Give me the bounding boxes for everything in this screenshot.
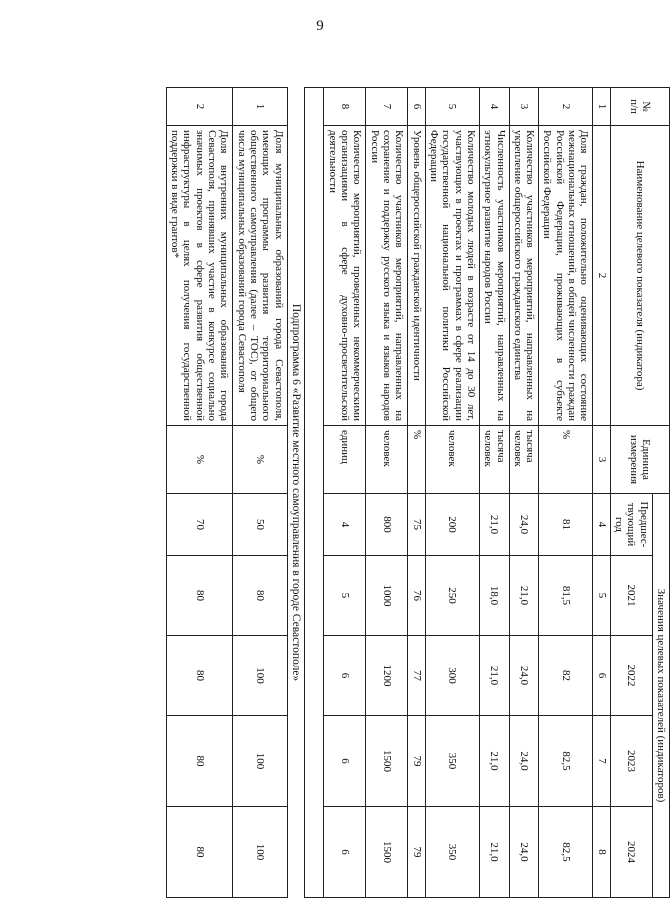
value-cell: 6: [324, 807, 366, 898]
value-cell: 21,0: [479, 716, 509, 807]
table-row: [233, 88, 287, 898]
indicator-name: Количество участников мероприятий, направленных на укрепление общероссийского гражданского единства: [509, 126, 539, 426]
value-cell: 50: [233, 494, 287, 556]
value-cell: 21,0: [479, 636, 509, 716]
colnum: 8: [593, 807, 610, 898]
header-values-group: Значения целевых показателей (индикаторов): [652, 494, 669, 898]
table-row: [509, 88, 539, 898]
value-cell: 100: [233, 716, 287, 807]
value-cell: 81,5: [539, 556, 593, 636]
value-cell: 24,0: [509, 716, 539, 807]
table-row: [324, 88, 366, 898]
row-number: 3: [509, 88, 539, 126]
value-cell: 80: [166, 556, 233, 636]
subprogram-row: [287, 88, 305, 898]
table-row: [479, 88, 509, 898]
value-cell: 6: [324, 716, 366, 807]
value-cell: 70: [166, 494, 233, 556]
colnum: 3: [593, 426, 610, 494]
unit-cell: тысяча человек: [479, 426, 509, 494]
header-year: 2024: [610, 807, 652, 898]
table-row: [539, 88, 593, 898]
value-cell: 82,5: [539, 807, 593, 898]
colnum: 2: [593, 126, 610, 426]
value-cell: 1500: [366, 807, 408, 898]
value-cell: 350: [425, 716, 479, 807]
colnum: 7: [593, 716, 610, 807]
table-row: [425, 88, 479, 898]
column-number-row: [593, 88, 610, 898]
header-year: 2021: [610, 556, 652, 636]
value-cell: 24,0: [509, 494, 539, 556]
indicators-table: [166, 87, 670, 898]
value-cell: 82: [539, 636, 593, 716]
value-cell: 80: [166, 716, 233, 807]
header-year: 2023: [610, 716, 652, 807]
unit-cell: человек: [366, 426, 408, 494]
value-cell: 800: [366, 494, 408, 556]
rotated-table-area: [130, 87, 670, 897]
table-row: [366, 88, 408, 898]
colnum: 1: [593, 88, 610, 126]
indicator-name: Количество участников мероприятий, направленных на сохранение и поддержку русского языка и языков народов России: [366, 126, 408, 426]
header-name: Наименование целевого показателя (индикатора): [610, 126, 669, 426]
value-cell: 300: [425, 636, 479, 716]
header-year: 2022: [610, 636, 652, 716]
indicator-name: Количество молодых людей в возрасте от 14 до 30 лет, участвующих в проектах и программах в сфере реализации государственной национальной политики Российской Федерации: [425, 126, 479, 426]
row-number: 8: [324, 88, 366, 126]
value-cell: 250: [425, 556, 479, 636]
value-cell: 100: [233, 636, 287, 716]
colnum: 6: [593, 636, 610, 716]
header-unit: Единица измерения: [610, 426, 669, 494]
value-cell: 24,0: [509, 636, 539, 716]
unit-cell: тысяча человек: [509, 426, 539, 494]
value-cell: 4: [324, 494, 366, 556]
value-cell: 200: [425, 494, 479, 556]
indicator-name: Доля граждан, положительно оценивающих состояние межнациональных отношений, в общей численности граждан Российской Федерации, проживающих в субъекте Российской Федерации: [539, 126, 593, 426]
indicator-name: Численность участников мероприятий, направленных на этнокультурное развитие народов России: [479, 126, 509, 426]
table-row: [166, 88, 233, 898]
value-cell: 1500: [366, 716, 408, 807]
unit-cell: %: [408, 426, 425, 494]
unit-cell: %: [233, 426, 287, 494]
value-cell: 79: [408, 716, 425, 807]
row-number: 2: [539, 88, 593, 126]
table-container: [130, 87, 670, 897]
value-cell: 18,0: [479, 556, 509, 636]
value-cell: 80: [166, 636, 233, 716]
colnum: 5: [593, 556, 610, 636]
value-cell: 76: [408, 556, 425, 636]
value-cell: 81: [539, 494, 593, 556]
row-number: 6: [408, 88, 425, 126]
header-num: № п/п: [610, 88, 669, 126]
value-cell: 79: [408, 807, 425, 898]
value-cell: 21,0: [479, 807, 509, 898]
value-cell: 100: [233, 807, 287, 898]
spacer-row: [305, 88, 324, 898]
value-cell: 1200: [366, 636, 408, 716]
value-cell: 80: [166, 807, 233, 898]
row-number: 2: [166, 88, 233, 126]
indicator-name: Количество мероприятий, проведенных некоммерческими организациями в сфере духовно-просветительской деятельности: [324, 126, 366, 426]
indicator-name: Доля внутренних муниципальных образований города Севастополя, принявших участие в конкурсе социально значимых проектов в сфере развития общественной инфраструктуры в целях получения государственной поддержки в виде грантов*: [166, 126, 233, 426]
row-number: 5: [425, 88, 479, 126]
unit-cell: %: [166, 426, 233, 494]
row-number: 1: [233, 88, 287, 126]
value-cell: 75: [408, 494, 425, 556]
page-number: 9: [316, 18, 324, 34]
value-cell: 80: [233, 556, 287, 636]
value-cell: 77: [408, 636, 425, 716]
subprogram-title: Подпрограмма 6 «Развитие местного самоуправления в городе Севастополе»: [287, 88, 305, 898]
header-year: Предшес-твующий год: [610, 494, 652, 556]
value-cell: 21,0: [509, 556, 539, 636]
value-cell: 21,0: [479, 494, 509, 556]
colnum: 4: [593, 494, 610, 556]
value-cell: 24,0: [509, 807, 539, 898]
value-cell: 1000: [366, 556, 408, 636]
value-cell: 5: [324, 556, 366, 636]
unit-cell: %: [539, 426, 593, 494]
row-number: 7: [366, 88, 408, 126]
unit-cell: единиц: [324, 426, 366, 494]
value-cell: 82,5: [539, 716, 593, 807]
value-cell: 6: [324, 636, 366, 716]
value-cell: 350: [425, 807, 479, 898]
row-number: 4: [479, 88, 509, 126]
table-row: [408, 88, 425, 898]
indicator-name: Доля муниципальных образований города Севастополя, имеющих программы развития территориального общественного самоуправления (далее – ТОС), от общего числа муниципальных образований города Севастополя: [233, 126, 287, 426]
unit-cell: человек: [425, 426, 479, 494]
header-row-1: [652, 88, 669, 898]
indicator-name: Уровень общероссийской гражданской идентичности: [408, 126, 425, 426]
